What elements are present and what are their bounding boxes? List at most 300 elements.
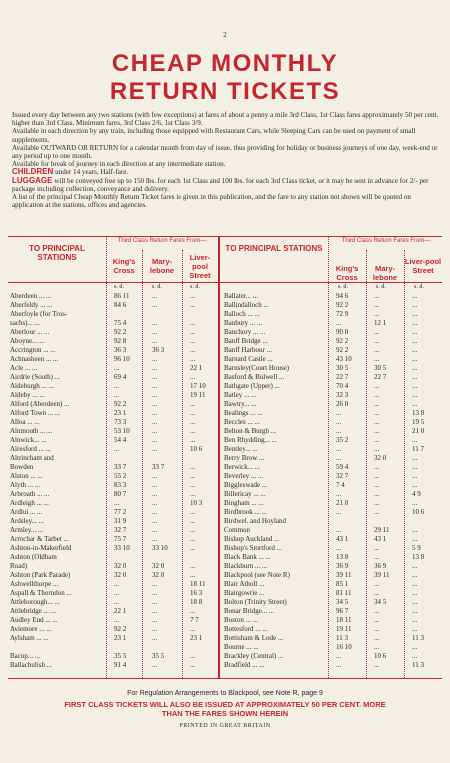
liverpool-street-fare: ... [412, 472, 418, 480]
shillings-pence-label: s. d. [152, 284, 162, 290]
table-row [10, 580, 218, 589]
liverpool-street-fare: ... [190, 571, 196, 579]
shillings-pence-label: s. d. [114, 284, 124, 290]
station-name: Bourne ... ... [224, 643, 259, 651]
table-row [224, 436, 442, 445]
marylebone-fare: ... [152, 517, 158, 525]
first-class-line: FIRST CLASS TICKETS WILL ALSO BE ISSUED AT APPROXIMATELY 50 PER CENT. MORE [64, 700, 386, 709]
station-name: Alford (Aberdeen) ... [10, 400, 70, 408]
liverpool-street-fare: ... [412, 346, 418, 354]
marylebone-fare: ... [374, 634, 380, 642]
liverpool-street-fare: ... [190, 526, 196, 534]
station-name: Billericay ... ... [224, 490, 266, 498]
station-name: Bathgate (Upper) ... [224, 382, 280, 390]
liverpool-street-fare: ... [412, 364, 418, 372]
marylebone-fare: ... [152, 319, 158, 327]
marylebone-fare: ... [152, 400, 158, 408]
station-name: Acle ... ... [10, 364, 38, 372]
station-name: Alyth ... ... [10, 481, 40, 489]
table-row [224, 553, 442, 562]
station-name: Road) [10, 562, 28, 570]
title-line-2: RETURN TICKETS [109, 78, 341, 105]
station-name: Common [224, 526, 251, 534]
table-row [10, 463, 218, 472]
station-name: Banchory ... ... [224, 328, 266, 336]
liverpool-street-fare: ... [412, 652, 418, 660]
luggage-paragraph [12, 177, 439, 193]
first-class-note [0, 700, 450, 718]
page-number: 2 [223, 31, 227, 39]
marylebone-fare: ... [152, 445, 158, 453]
table-row [224, 544, 442, 553]
intro-paragraph: Issued every day between any two stations (with few exceptions) at fares of about a penny a mile 3rd Class, 1st Class fares approximately 50 per cent. higher than 3rd Class. Minimum fares, 3rd Class 2/6, 1st Class 3/9. [12, 111, 439, 128]
station-name: Bishop Auckland ... [224, 535, 280, 543]
liverpool-street-fare: 23 1 [190, 634, 203, 642]
kings-cross-fare: ... [114, 445, 120, 453]
table-row [224, 490, 442, 499]
table-row [10, 310, 218, 319]
kings-cross-fare: 7 4 [336, 481, 345, 489]
table-row [10, 454, 218, 463]
table-row [224, 400, 442, 409]
station-name: Altrincham and [10, 454, 54, 462]
marylebone-fare: 36 9 [374, 562, 387, 570]
shillings-pence-label: s. d. [414, 284, 424, 290]
kings-cross-fare: 32 7 [336, 472, 349, 480]
table-row [224, 535, 442, 544]
table-row [10, 472, 218, 481]
liverpool-street-fare: ... [412, 400, 418, 408]
marylebone-fare: ... [374, 301, 380, 309]
first-class-line: THAN THE FARES SHOWN HEREIN [161, 709, 289, 718]
liverpool-street-fare: ... [412, 643, 418, 651]
station-name: Blair Atholl ... [224, 580, 265, 588]
table-row [10, 490, 218, 499]
kings-cross-fare: 72 9 [336, 310, 349, 318]
title-line-1: CHEAP MONTHLY [111, 50, 339, 77]
table-row [224, 562, 442, 571]
station-name: Barnard Castle ... [224, 355, 273, 363]
marylebone-fare: ... [374, 292, 380, 300]
table-row [224, 454, 442, 463]
marylebone-fare: ... [374, 355, 380, 363]
liverpool-street-fare: ... [412, 373, 418, 381]
kings-cross-fare: 94 6 [336, 292, 349, 300]
kings-cross-fare: 54 4 [114, 436, 127, 444]
station-name: Brackley (Central) ... [224, 652, 284, 660]
kings-cross-fare: 70 4 [336, 382, 349, 390]
station-name: Balloch ... ... [224, 310, 260, 318]
station-name: Ashton (Park Parade) [10, 571, 71, 579]
kings-cross-fare: 69 4 [114, 373, 127, 381]
marylebone-fare: ... [152, 661, 158, 669]
kings-cross-fare: 11 3 [336, 634, 348, 642]
liverpool-street-fare: 10 3 [190, 499, 203, 507]
station-name: Aviemore ... ... [10, 625, 52, 633]
marylebone-fare: 32 0 [374, 454, 387, 462]
marylebone-fare: ... [152, 499, 158, 507]
kings-cross-fare: ... [114, 364, 120, 372]
marylebone-fare: ... [374, 436, 380, 444]
table-top-rule [8, 236, 442, 237]
station-name: Alford Town ... ... [10, 409, 61, 417]
blackpool-note: For Regulation Arrangements to Blackpool, see Note R, page 9 [127, 690, 323, 697]
kings-cross-fare: 13 8 [336, 553, 349, 561]
liverpool-street-fare: ... [412, 436, 418, 444]
marylebone-fare: ... [374, 418, 380, 426]
table-row [10, 508, 218, 517]
station-name: Ardleigh ... ... [10, 499, 49, 507]
intro-paragraph: A list of the principal Cheap Monthly Return Ticket fares is given in this publication, and the fare to any station not shown will be quoted on application at the stations, offices and agencies. [12, 193, 411, 210]
kings-cross-fare: 30 5 [336, 364, 349, 372]
kings-cross-fare: 21 0 [336, 499, 349, 507]
table-row [224, 418, 442, 427]
station-name: Alnwick... ... [10, 436, 47, 444]
marylebone-fare: ... [152, 418, 158, 426]
marylebone-fare: ... [374, 382, 380, 390]
table-row [224, 517, 442, 526]
liverpool-street-fare: 13 8 [412, 553, 425, 561]
marylebone-fare: ... [374, 589, 380, 597]
table-center-divider [218, 236, 220, 678]
table-row [10, 301, 218, 310]
table-row [10, 373, 218, 382]
liverpool-street-fare: ... [412, 481, 418, 489]
liverpool-street-fare: 10 6 [190, 445, 203, 453]
kings-cross-fare: ... [336, 508, 342, 516]
marylebone-fare: ... [152, 526, 158, 534]
kings-cross-fare: 92 2 [336, 337, 349, 345]
liverpool-street-fare: ... [190, 436, 196, 444]
liverpool-street-fare: 11 3 [412, 634, 424, 642]
table-row [224, 481, 442, 490]
table-row [224, 580, 442, 589]
kings-cross-fare: ... [336, 661, 342, 669]
station-name: Birdwel. and Hoyland [224, 517, 287, 525]
marylebone-fare: ... [374, 616, 380, 624]
kings-cross-fare: ... [336, 526, 342, 534]
liverpool-street-fare: ... [412, 625, 418, 633]
marylebone-fare: ... [152, 355, 158, 363]
table-row [10, 598, 218, 607]
liverpool-street-fare: ... [190, 544, 196, 552]
kings-cross-fare: ... [114, 580, 120, 588]
kings-cross-fare: 77 2 [114, 508, 127, 516]
table-row [224, 571, 442, 580]
marylebone-fare: ... [374, 643, 380, 651]
kings-cross-fare: 43 10 [336, 355, 352, 363]
kings-cross-fare: 36 3 [114, 346, 127, 354]
children-paragraph [12, 168, 439, 176]
table-row [224, 463, 442, 472]
station-name: Banff Harbour ... [224, 346, 272, 354]
liverpool-street-fare: ... [190, 625, 196, 633]
liverpool-street-fare: ... [190, 652, 196, 660]
liverpool-street-fare: ... [412, 562, 418, 570]
right-fare-list [224, 292, 442, 670]
liverpool-street-fare: ... [412, 382, 418, 390]
table-row [10, 616, 218, 625]
station-name: Aberlour ... ... [10, 328, 50, 336]
kings-cross-fare: ... [336, 445, 342, 453]
fares-header: Third Class Return Fares From— [341, 238, 431, 244]
station-name: Bottesford ... ... [224, 625, 268, 633]
marylebone-fare: ... [152, 598, 158, 606]
marylebone-fare: ... [152, 607, 158, 615]
liverpool-street-fare: 13 8 [412, 409, 425, 417]
marylebone-fare: ... [374, 427, 380, 435]
fares-header: Third Class Return Fares From— [117, 238, 207, 244]
to-stations-header: TO PRINCIPAL STATIONS [225, 244, 323, 253]
table-row [10, 643, 218, 652]
intro-paragraph: Available in each direction by any train, including those equipped with Restaurant Cars, while Sleeping Cars can be used on payment of small supplements. [12, 127, 416, 144]
kings-cross-fare: 73 3 [114, 418, 127, 426]
table-row [10, 589, 218, 598]
station-name: Ashton-in-Makerfield [10, 544, 72, 552]
kings-cross-fare: 59 4 [336, 463, 349, 471]
table-row [224, 598, 442, 607]
marylebone-fare: ... [152, 364, 158, 372]
marylebone-fare: ... [152, 391, 158, 399]
table-row [10, 391, 218, 400]
marylebone-fare: ... [152, 436, 158, 444]
station-name: Alloa ... ... [10, 418, 40, 426]
kings-cross-fare: ... [114, 589, 120, 597]
liverpool-street-fare: ... [412, 292, 418, 300]
marylebone-fare: ... [152, 625, 158, 633]
table-row [10, 409, 218, 418]
marylebone-fare: ... [374, 580, 380, 588]
marylebone-fare: ... [152, 301, 158, 309]
kings-cross-fare: 22 7 [336, 373, 349, 381]
marylebone-fare: ... [374, 391, 380, 399]
table-row [10, 436, 218, 445]
marylebone-fare: ... [374, 625, 380, 633]
kings-cross-fare: 36 9 [336, 562, 349, 570]
station-name: Batley ... ... [224, 391, 257, 399]
marylebone-fare: 33 10 [152, 544, 168, 552]
marylebone-fare: ... [152, 616, 158, 624]
station-name: Arrochar & Tarbet ... [10, 535, 69, 543]
marylebone-fare: ... [152, 382, 158, 390]
kings-cross-fare: 92 8 [114, 337, 127, 345]
kings-cross-fare: 19 11 [336, 625, 352, 633]
table-row [224, 472, 442, 481]
table-row [10, 328, 218, 337]
kings-cross-fare: 92 2 [114, 625, 127, 633]
marylebone-fare: ... [152, 535, 158, 543]
station-name: Bolton (Trinity Street) [224, 598, 287, 606]
children-text: under 14 years, Half-fare. [53, 168, 129, 177]
marylebone-fare: ... [374, 499, 380, 507]
kings-cross-fare: 39 11 [336, 571, 352, 579]
kings-cross-fare: ... [336, 319, 342, 327]
liverpool-street-fare: ... [190, 355, 196, 363]
kings-cross-fare: 55 2 [114, 472, 127, 480]
liverpool-street-fare: ... [412, 598, 418, 606]
station-name: Aldeburgh ... ... [10, 382, 54, 390]
table-row [10, 445, 218, 454]
table-row [224, 427, 442, 436]
table-row [224, 391, 442, 400]
station-name: Bealings ... ... [224, 409, 263, 417]
table-row [10, 544, 218, 553]
kings-cross-fare: 43 1 [336, 535, 349, 543]
kings-cross-fare: 16 10 [336, 643, 352, 651]
station-name: Alston ... ... [10, 472, 43, 480]
kings-cross-fare: 34 5 [336, 598, 349, 606]
table-row [10, 319, 218, 328]
station-name: Black Bank ... ... [224, 553, 271, 561]
station-name: Accrington ... ... [10, 346, 56, 354]
kings-cross-fare: 75 7 [114, 535, 127, 543]
liverpool-street-fare: ... [190, 301, 196, 309]
station-name: Arbroath ... ... [10, 490, 50, 498]
liverpool-street-fare: 5 9 [412, 544, 421, 552]
liverpool-street-fare: ... [412, 319, 418, 327]
table-row [10, 346, 218, 355]
table-row [10, 499, 218, 508]
kings-cross-fare: 84 6 [114, 301, 127, 309]
marylebone-fare: ... [374, 328, 380, 336]
liverpool-street-fare: ... [412, 526, 418, 534]
table-row [224, 373, 442, 382]
table-row [224, 292, 442, 301]
kings-cross-fare: ... [114, 598, 120, 606]
liverpool-street-fare: ... [412, 328, 418, 336]
liverpool-street-fare: ... [412, 571, 418, 579]
kings-cross-header: King's Cross [112, 257, 136, 275]
liverpool-street-fare: ... [190, 337, 196, 345]
kings-cross-fare: 32 3 [336, 391, 349, 399]
liverpool-street-fare: ... [412, 607, 418, 615]
station-name: Aboyne... ... [10, 337, 45, 345]
kings-cross-fare: ... [336, 490, 342, 498]
station-name: Belton & Burgh ... [224, 427, 276, 435]
marylebone-fare: 10 6 [374, 652, 387, 660]
kings-cross-fare: ... [114, 616, 120, 624]
liverpool-street-fare: ... [190, 661, 196, 669]
station-name: Aberfoyle (for Tros- [10, 310, 68, 318]
liverpool-street-fare: 19 5 [412, 418, 425, 426]
kings-cross-fare: 23 1 [114, 409, 127, 417]
marylebone-fare: ... [374, 472, 380, 480]
station-name: Blackburn ... ... [224, 562, 268, 570]
table-row [224, 625, 442, 634]
marylebone-fare: ... [374, 463, 380, 471]
table-row [224, 508, 442, 517]
liverpool-street-fare: ... [412, 589, 418, 597]
table-row [10, 427, 218, 436]
liverpool-street-fare: ... [412, 463, 418, 471]
liverpool-street-fare: ... [190, 319, 196, 327]
marylebone-fare: ... [374, 661, 380, 669]
children-label: CHILDREN [12, 167, 54, 177]
marylebone-fare: 35 5 [152, 652, 165, 660]
intro-paragraph: Available OUTWARD OR RETURN for a calendar month from day of issue, thus providing for holiday or business journeys of one day, week-end or any period up to one month. [12, 143, 438, 161]
kings-cross-fare: 32 0 [114, 562, 127, 570]
station-name: Basford & Bulwell ... [224, 373, 285, 381]
table-row [10, 553, 218, 562]
liverpool-street-fare: ... [190, 328, 196, 336]
left-fare-list [10, 292, 218, 670]
table-row [10, 571, 218, 580]
kings-cross-fare: 83 3 [114, 481, 127, 489]
liverpool-street-fare: ... [412, 616, 418, 624]
liverpool-street-header: Liver-pool Street [189, 253, 211, 280]
marylebone-fare: ... [152, 472, 158, 480]
kings-cross-fare: 23 1 [114, 634, 127, 642]
table-row [224, 355, 442, 364]
marylebone-fare: ... [152, 427, 158, 435]
kings-cross-fare: ... [114, 391, 120, 399]
liverpool-street-fare: ... [190, 346, 196, 354]
marylebone-fare: 39 11 [374, 571, 390, 579]
liverpool-street-fare: 7 7 [190, 616, 199, 624]
kings-cross-fare: ... [336, 544, 342, 552]
kings-cross-fare: 92 2 [114, 328, 127, 336]
marylebone-fare: ... [152, 337, 158, 345]
liverpool-street-fare: ... [190, 517, 196, 525]
liverpool-street-fare: ... [412, 535, 418, 543]
station-name: Ben Rhydding... ... [224, 436, 277, 444]
station-name: Ashwellthorpe ... [10, 580, 59, 588]
liverpool-street-fare: ... [190, 562, 196, 570]
kings-cross-fare: 86 11 [114, 292, 130, 300]
marylebone-fare: 32 0 [152, 562, 165, 570]
kings-cross-fare: 91 4 [114, 661, 127, 669]
marylebone-fare: 29 11 [374, 526, 390, 534]
station-name: Banff Bridge ... [224, 337, 268, 345]
kings-cross-fare: 32 0 [114, 571, 127, 579]
marylebone-header: Mary-lebone [372, 264, 398, 282]
kings-cross-fare: 18 11 [336, 616, 352, 624]
station-name: Audley End ... ... [10, 616, 58, 624]
luggage-text: will be conveyed free up to 150 lbs. for each 1st Class and 100 lbs. for each 3rd Class ticket, or it may be sent in advance for 2/- per package including collection, conveyance and delivery. [12, 176, 429, 193]
kings-cross-fare: 31 9 [114, 517, 127, 525]
marylebone-fare: ... [374, 607, 380, 615]
kings-cross-fare: 85 1 [336, 580, 349, 588]
liverpool-street-fare: ... [412, 499, 418, 507]
marylebone-fare: ... [152, 490, 158, 498]
liverpool-street-fare: ... [190, 400, 196, 408]
marylebone-fare: ... [152, 589, 158, 597]
station-name: Ardsley... ... [10, 517, 44, 525]
station-name: Bentley... ... [224, 445, 258, 453]
liverpool-street-fare: ... [190, 508, 196, 516]
table-row [224, 643, 442, 652]
table-row [10, 418, 218, 427]
marylebone-fare: ... [374, 310, 380, 318]
liverpool-street-fare: ... [412, 337, 418, 345]
station-name: Beverley ... ... [224, 472, 264, 480]
table-row [224, 319, 442, 328]
liverpool-street-fare: ... [190, 292, 196, 300]
station-name: Biggleswade ... [224, 481, 268, 489]
marylebone-fare: ... [152, 508, 158, 516]
kings-cross-fare: ... [336, 427, 342, 435]
table-row [224, 445, 442, 454]
table-row [224, 661, 442, 670]
station-name: Aldeby ... ... [10, 391, 45, 399]
station-name: Bacup... ... [10, 652, 41, 660]
marylebone-fare: 33 7 [152, 463, 165, 471]
kings-cross-fare: 22 1 [114, 607, 127, 615]
station-name: Berwick... ... [224, 463, 260, 471]
kings-cross-fare: ... [336, 454, 342, 462]
station-name: Alnmouth ... ... [10, 427, 53, 435]
luggage-label: LUGGAGE [12, 175, 53, 185]
